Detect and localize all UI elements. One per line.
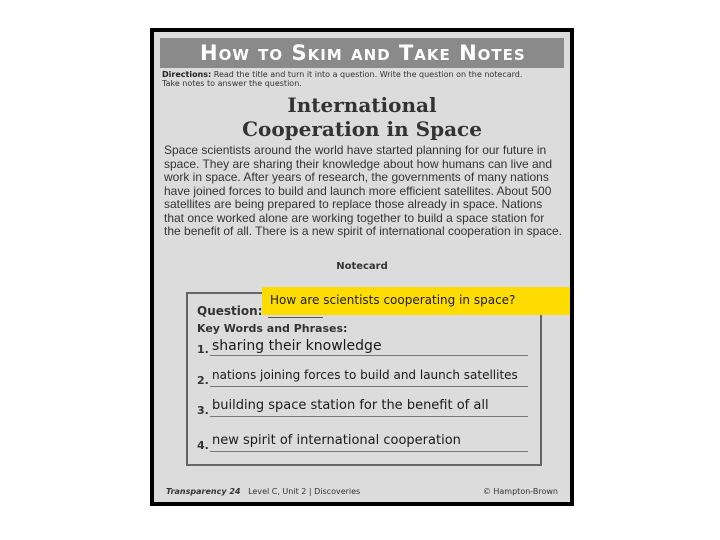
article-title-line2: Cooperation in Space [242,117,482,141]
notecard [186,292,542,466]
directions [162,70,542,88]
header-bar [160,38,564,68]
question-answer: How are scientists cooperating in space? [270,293,516,307]
article-title-line1: International [287,93,437,117]
footer [166,487,360,496]
keywords-label: Key Words and Phrases: [197,322,348,335]
answer-text: nations joining forces to build and launch satellites [212,368,518,382]
answer-line [210,355,528,356]
directions-text: Read the title and turn it into a question. Write the question on the notecard. Take notes to answer the question. [162,70,523,88]
page-title: How to Skim and Take Notes [200,41,526,65]
answer-text: new spirit of international cooperation [212,433,461,448]
footer-transparency: Transparency 24 [166,487,241,496]
question-label: Question: [197,304,263,318]
item-number: 3. [197,404,209,417]
answer-text: sharing their knowledge [212,338,382,354]
transparency-page [154,32,570,502]
footer-credit: © Hampton-Brown [482,487,558,496]
item-number: 2. [197,374,209,387]
directions-label: Directions: [162,70,212,79]
answer-line [210,416,528,417]
item-number: 4. [197,439,209,452]
article-paragraph: Space scientists around the world have started planning for our future in space. They are sharing their knowledge about how humans can live and work in space. After years of research, the governments of many nations have joined forces to build and launch more efficient satellites. About 500 satellites are being prepared to replace those already in space. Nations that once worked alone are working together to build a space station for the benefit of all. There is a new spirit of international cooperation in space. [164,143,563,238]
question-line [268,317,323,318]
answer-text: building space station for the benefit of all [212,398,489,413]
answer-line [210,451,528,452]
footer-level: Level C, Unit 2 | Discoveries [248,487,361,496]
notecard-label: Notecard [336,261,388,272]
item-number: 1. [197,343,209,356]
answer-line [210,386,528,387]
